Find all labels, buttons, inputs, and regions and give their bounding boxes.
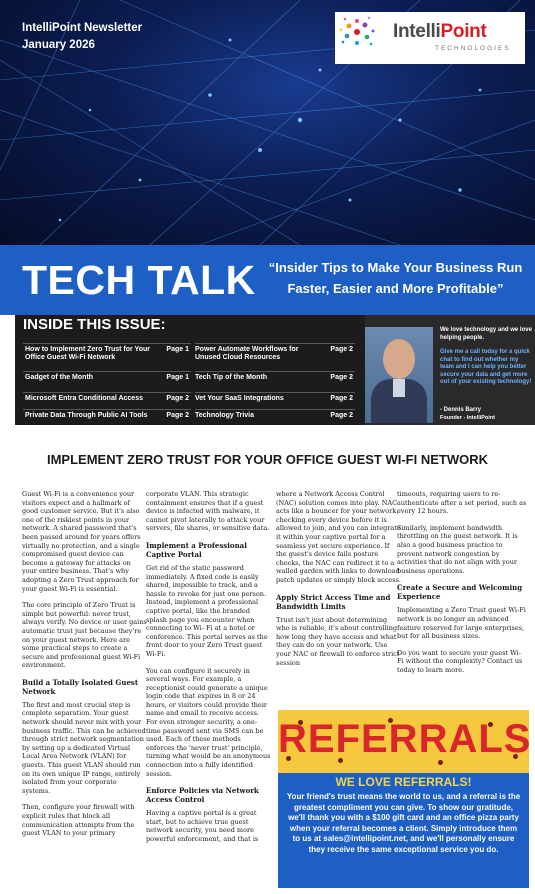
paragraph: The core principle of Zero Trust is simple but powerful: never trust, always verify. No device or user gains automatic trust just because they're on your guest network. Here are some practical steps to create a secure and professional guest Wi-Fi environment. [22,601,147,670]
toc-item[interactable] [23,343,191,363]
header-banner [0,0,535,245]
toc-page: Page 2 [330,374,353,381]
section-heading: Enforce Policies via Network Access Control [146,786,259,805]
paragraph: Do you want to secure your guest Wi-Fi without the complexity? Contact us today to learn more. [397,648,523,674]
paragraph: Trust isn't just about determining who is reliable, it's about controlling how long they have access and what they can do on your network. Use your NAC or firewall to enforce strict session [276,615,400,667]
tech-talk-quote: “Insider Tips to Make Your Business Run Faster, Easier and More Profitable” [268,260,523,296]
paragraph: Having a captive portal is a great start, but to achieve true guest network security, you need more powerful enforcement, and that is [146,809,259,843]
section-heading: Implement a Professional Captive Portal [146,540,247,559]
contact-call-to-action: Give me a call today for a quick chat to find out whether my team and I can help you better secure your data and get more out of your existing technology! [440,349,532,385]
toc-label: Technology Trivia [195,412,254,419]
logo-word-point: Point [440,21,487,42]
toc-label: Microsoft Entra Conditional Access [25,395,143,402]
paragraph: Similarly, implement bandwidth throttling on the guest network. It is also a good business practice to prevent network congestion by activities that do not align with your business operations. [397,523,518,575]
toc-page: Page 2 [166,412,189,419]
paragraph: The first and most crucial step is complete separation. Your guest network should never mix with your business traffic. This can be achieved through strict network segmentation by setting up a dedicated Virtual Local Area Network (VLAN) for guests. This guest VLAN should run on its own unique IP range, entirely isolated from your corporate systems. [22,700,146,795]
article-column-2 [146,490,271,852]
section-heading: Create a Secure and Welcoming Experience [397,583,523,602]
logo-burst-icon [335,12,379,52]
inside-title: INSIDE THIS ISSUE: [23,316,166,333]
toc-label: Vet Your SaaS Integrations [195,395,284,402]
toc-item[interactable] [23,392,191,408]
toc-label: Gadget of the Month [25,374,94,381]
article-column-3 [276,490,401,675]
toc-item[interactable] [195,371,355,387]
paragraph: Guest Wi-Fi is a convenience your visitors expect and a hallmark of good customer service. But it's also one of the riskiest points in your network. A shared password that's been passed around for years offers virtually no protection, and a single compromised guest device can become a gateway for attacks on your entire business. That's why adopting a Zero Trust approach for your guest Wi-Fi is essential. [22,490,141,593]
article-column-1 [22,490,147,846]
article-title: IMPLEMENT ZERO TRUST FOR YOUR OFFICE GUEST WI-FI NETWORK [46,452,489,467]
toc-item[interactable] [195,392,355,408]
contact-intro: We love technology and we love helping people. [440,327,532,341]
toc-page: Page 2 [330,412,353,419]
founder-photo [365,327,433,423]
section-heading: Apply Strict Access Time and Bandwidth Limits [276,592,391,611]
paragraph: Implementing a Zero Trust guest Wi-Fi network is no longer an advanced feature reserved for large enterprises, but for all business sizes. [397,606,526,641]
toc-label: Tech Tip of the Month [195,374,268,381]
toc-item[interactable] [23,371,191,387]
newsletter-date: January 2026 [22,39,95,51]
paragraph: timeouts, requiring users to re-authenticate after a set period, such as every 12 hours. [397,490,527,516]
tech-talk-band [0,245,535,315]
paragraph: Get rid of the static password immediately. A fixed code is easily shared, impossible to track, and a hassle to revoke for just one person. Instead, implement a professional captive portal, like the branded splash page you encounter when connecting to Wi- Fi at a hotel or conference. This portal serves as the front door to your Zero Trust guest Wi-Fi. [146,563,268,658]
toc-label: Power Automate Workflows for Unused Cloud Resources [195,346,299,361]
section-heading: Build a Totally Isolated Guest Network [22,677,139,696]
toc-label: How to Implement Zero Trust for Your Office Guest Wi-Fi Network [25,346,150,361]
contact-panel [365,315,535,425]
referrals-body: Your friend's trust means the world to us, and a referral is the greatest compliment you can give. To show our gratitude, we'll thank you with a $100 gift card and an office pizza party when your referral becomes a client. Simply introduce them to us at sales@intellipoint.net, and we'll personally ensure they receive the same exceptional service you do. [286,792,521,854]
toc-page: Page 2 [166,395,189,402]
toc-page: Page 2 [330,395,353,402]
tech-talk-title: TECH TALK [22,257,256,303]
logo-word-intelli: Intelli [393,21,441,42]
toc-page: Page 2 [330,346,353,353]
toc-page: Page 1 [166,374,189,381]
toc-item[interactable] [23,409,191,425]
paragraph: Then, configure your firewall with explicit rules that block all communication attempts from the guest VLAN to your primary [22,803,135,838]
paragraph: where a Network Access Control (NAC) solution comes into play. NAC acts like a bouncer for your network, checking every device before it is allowed to join, and you can integrate it within your captive portal for a seamless yet secure experience. If the guest's device fails posture checks, the NAC can redirect it to a walled garden with links to download patch updates or simply block access. [276,490,401,584]
contact-role: Founder - IntelliPoint [440,415,495,421]
contact-name: - Dennis Barry [440,407,482,413]
article-column-4 [397,490,527,683]
company-logo [335,12,525,64]
paragraph: You can configure it securely in several ways. For example, a receptionist could generate a unique login code that expires in 8 or 24 hours, or visitors could provide their name and email to receive access. For even stronger security, a one-time password sent via SMS can be used. Each of these methods enforces the 'never trust' principle, turning what would be an anonymous connection into a fully identified session. [146,666,271,778]
toc-label: Private Data Through Public AI Tools [25,412,148,419]
referrals-art-word: REFERRALS [278,717,532,761]
logo-subtitle: TECHNOLOGIES [435,45,511,52]
toc-item[interactable] [195,343,355,363]
referrals-box [278,710,532,888]
paragraph: corporate VLAN. This strategic containment ensures that if a guest device is infected with malware, it cannot pivot laterally to attack your servers, file shares, or sensitive data. [146,490,270,533]
toc-item[interactable] [195,409,355,425]
referrals-pizza-art [278,710,532,773]
inside-this-issue [15,315,365,425]
newsletter-title: IntelliPoint Newsletter [22,22,143,34]
referrals-heading: WE LOVE REFERRALS! [335,775,472,789]
toc-page: Page 1 [166,346,189,353]
